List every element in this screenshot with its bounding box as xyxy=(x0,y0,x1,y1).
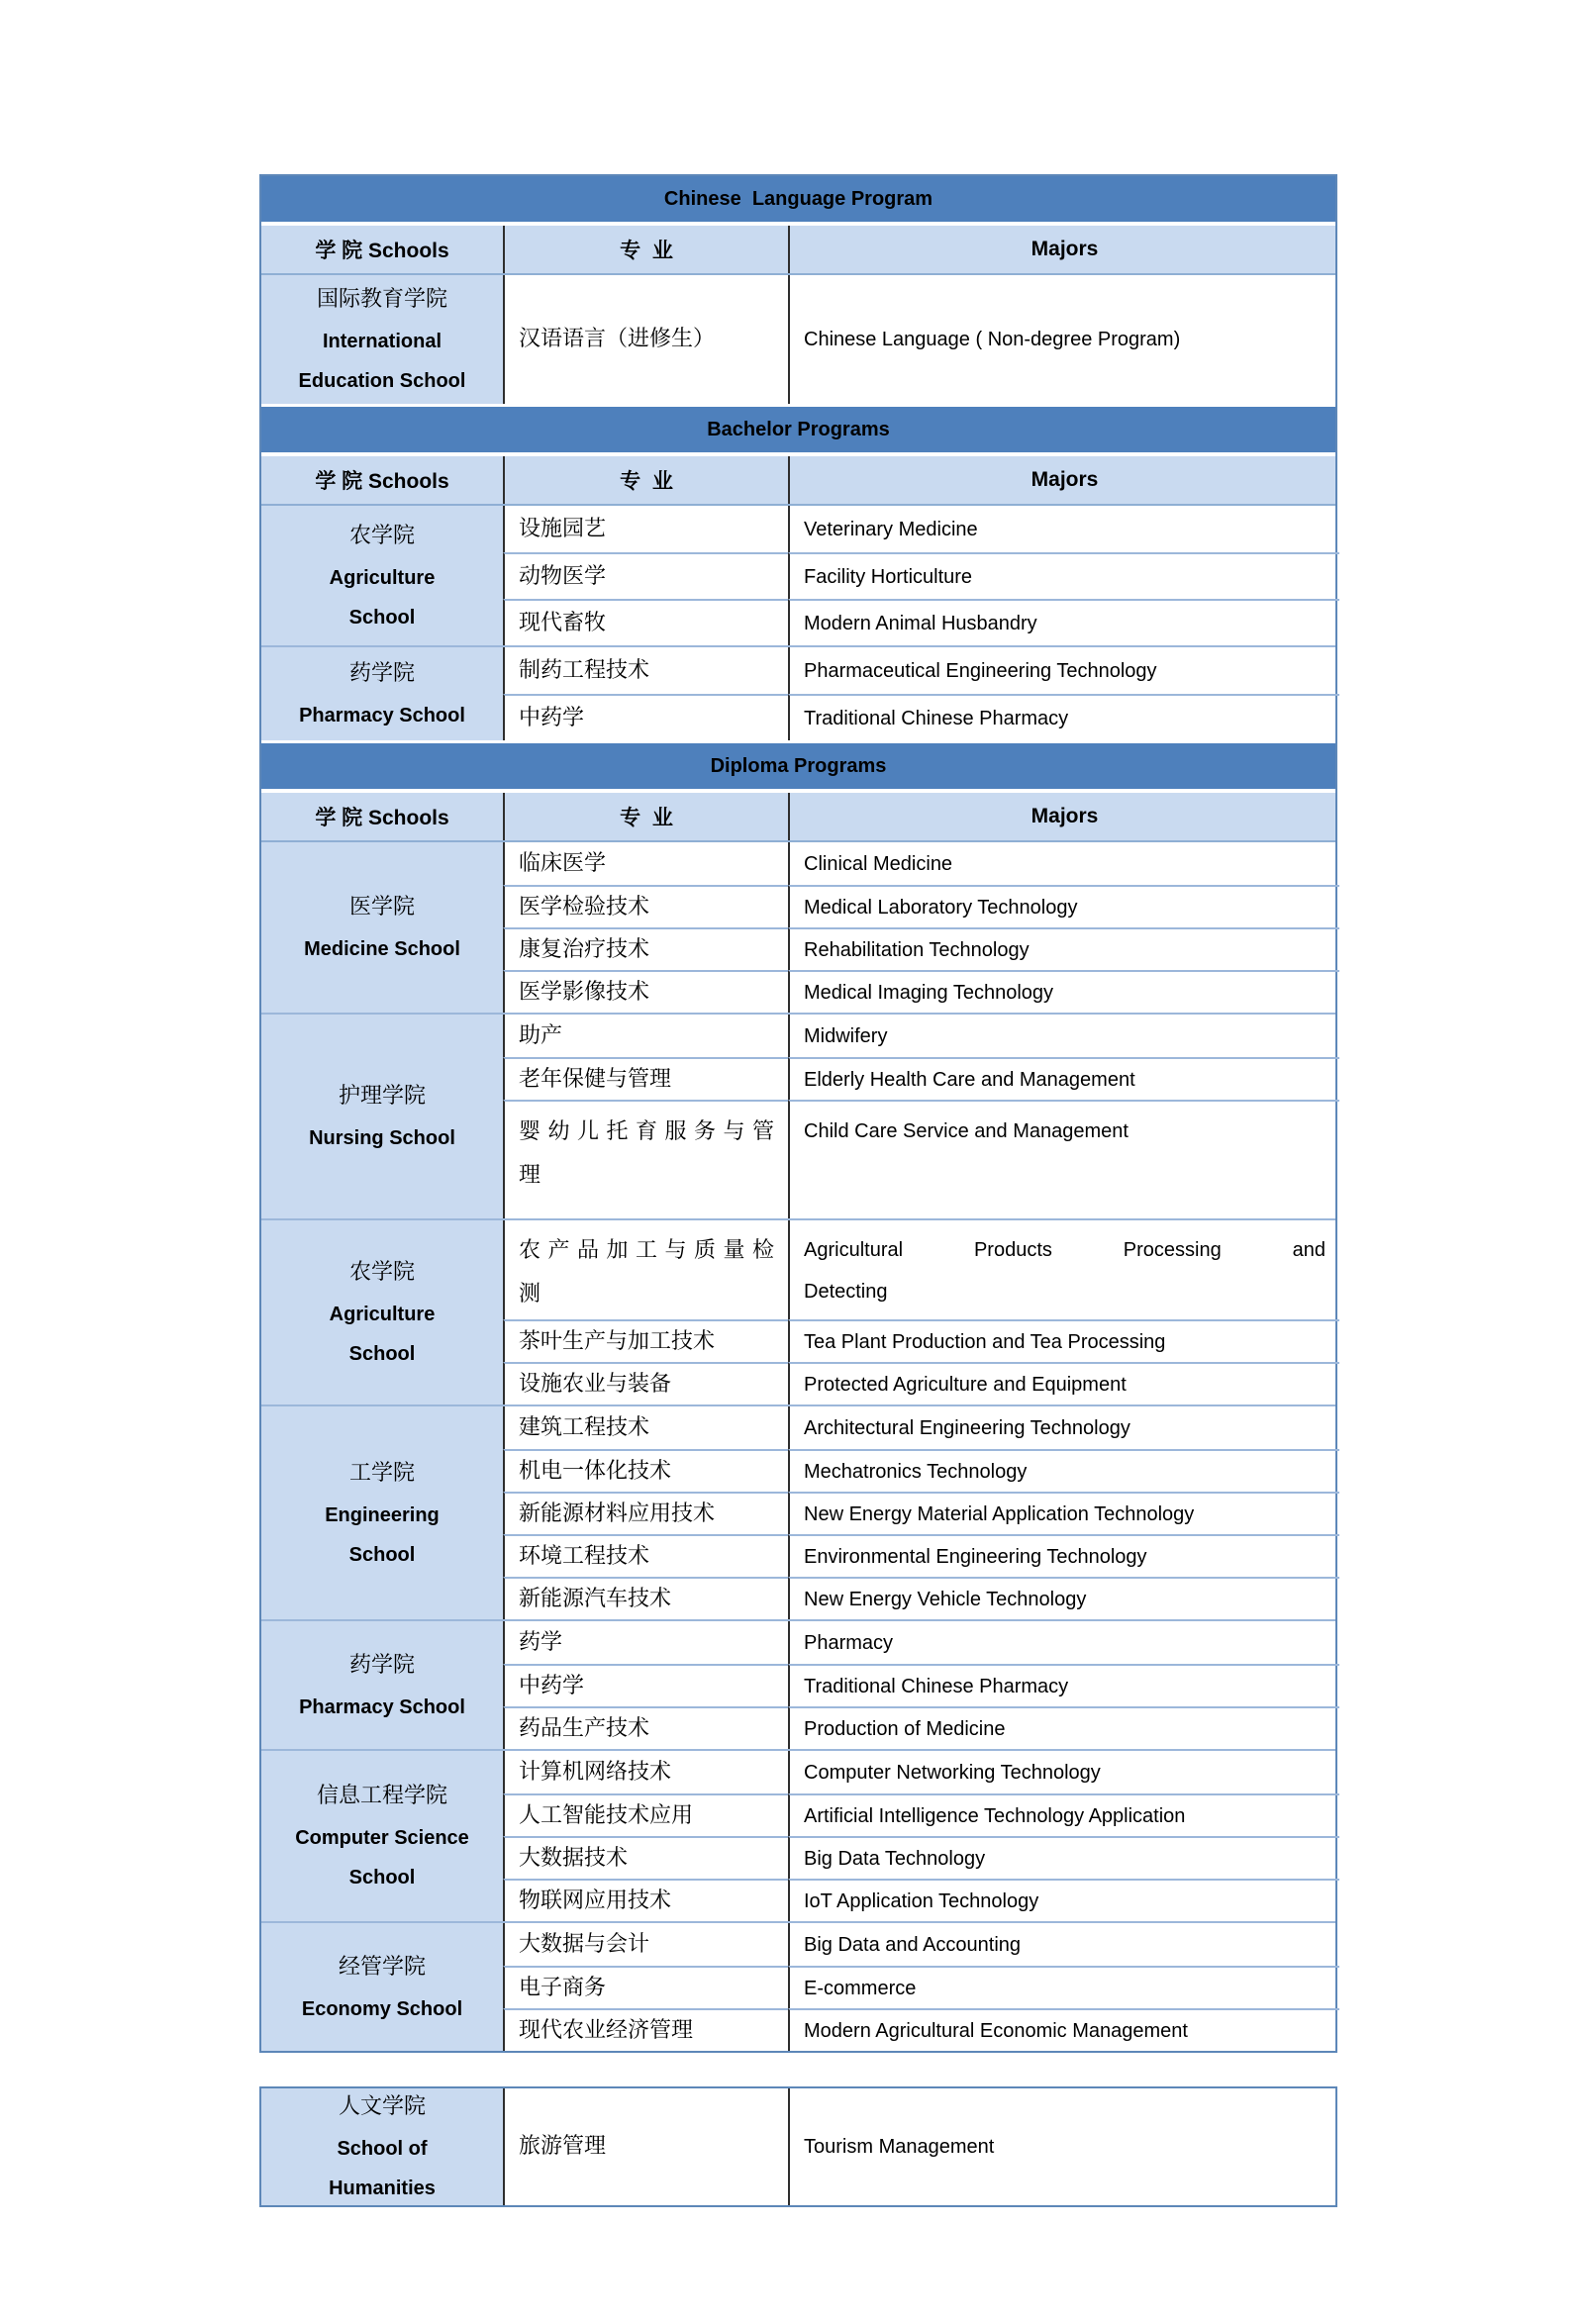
program-major-text: Chinese Language ( Non-degree Program) xyxy=(804,329,1181,350)
program-major-text: New Energy Vehicle Technology xyxy=(804,1588,1087,1610)
program-major-cell xyxy=(788,1534,1339,1577)
program-cn-cell xyxy=(503,1706,788,1749)
program-cn-text: 医学影像技术 xyxy=(519,979,650,1005)
program-major-text: Veterinary Medicine xyxy=(804,518,978,540)
header-schools-cell: 学 院 Schools xyxy=(315,807,449,829)
program-cn-cell xyxy=(503,1836,788,1879)
program-cn-text: 新能源汽车技术 xyxy=(519,1586,672,1611)
program-cn-cell xyxy=(503,1406,788,1449)
program-major-text: Medical Imaging Technology xyxy=(804,981,1054,1004)
program-major-text: Modern Animal Husbandry xyxy=(804,612,1037,634)
program-cn-line: 测 xyxy=(519,1282,541,1307)
school-name-cn: 农学院 xyxy=(348,523,415,548)
program-major-cell xyxy=(788,1492,1339,1534)
program-cn-text: 机电一体化技术 xyxy=(519,1458,672,1484)
program-major-text: Traditional Chinese Pharmacy xyxy=(804,707,1069,729)
program-cn-text: 老年保健与管理 xyxy=(519,1066,672,1092)
program-major-cell xyxy=(788,1319,1339,1362)
program-major-text: Clinical Medicine xyxy=(804,852,953,875)
program-cn-text: 计算机网络技术 xyxy=(519,1759,672,1785)
program-major-text: Architectural Engineering Technology xyxy=(804,1416,1130,1439)
program-major-cell xyxy=(788,1751,1339,1793)
school-name-en: School xyxy=(348,1867,416,1888)
header-row-chinese-language-program xyxy=(261,226,1335,275)
school-cell-engineering-school xyxy=(261,1406,503,1619)
program-major-cell xyxy=(788,1449,1339,1492)
program-major-cell xyxy=(788,1057,1339,1100)
school-name-en: Agriculture xyxy=(329,566,436,589)
tables-wrap xyxy=(259,174,1337,2207)
program-cn-cell xyxy=(503,1534,788,1577)
school-name-en: Agriculture xyxy=(329,1304,436,1325)
program-cn-line: 婴幼儿托育服务与管 xyxy=(519,1119,774,1144)
program-major-cell xyxy=(788,1406,1339,1449)
program-major-cell xyxy=(788,1621,1339,1664)
school-cell-pharmacy-school xyxy=(261,647,503,740)
program-major-cell xyxy=(788,1706,1339,1749)
program-cn-text: 中药学 xyxy=(519,1673,585,1698)
school-cell-international-education-school xyxy=(261,275,503,404)
program-cn-text: 药学 xyxy=(519,1629,563,1655)
program-cn-cell xyxy=(503,694,788,740)
header-majors-cell: Majors xyxy=(788,226,1339,273)
program-cn-text: 新能源材料应用技术 xyxy=(519,1501,716,1526)
program-cn-text: 设施园艺 xyxy=(519,516,607,541)
school-name-en: Engineering xyxy=(325,1503,440,1526)
header-major-cn-cell: 专 业 xyxy=(503,793,788,840)
header-majors-cell: Majors xyxy=(788,793,1339,840)
program-major-text: Traditional Chinese Pharmacy xyxy=(804,1675,1069,1697)
header-row-bachelor-programs xyxy=(261,456,1335,506)
school-name-en: School xyxy=(348,1543,416,1566)
program-major-text: Pharmaceutical Engineering Technology xyxy=(804,659,1157,682)
school-group-agriculture-school xyxy=(261,506,1335,645)
program-cn-cell xyxy=(503,1319,788,1362)
program-major-cell xyxy=(788,1966,1339,2008)
program-cn-cell xyxy=(503,1879,788,1921)
program-major-text: E-commerce xyxy=(804,1977,917,1999)
school-name-cn: 国际教育学院 xyxy=(316,287,447,312)
program-major-cell xyxy=(788,506,1339,552)
program-major-text: Tea Plant Production and Tea Processing xyxy=(804,1330,1166,1353)
program-cn-cell xyxy=(503,2088,788,2205)
program-major-text: Rehabilitation Technology xyxy=(804,938,1030,961)
program-major-cell xyxy=(788,1362,1339,1404)
header-schools-cell: 学 院 Schools xyxy=(315,240,449,262)
school-name-cn: 人文学院 xyxy=(338,2094,426,2119)
program-cn-text: 旅游管理 xyxy=(519,2134,607,2159)
program-major-cell xyxy=(788,1577,1339,1619)
program-cn-text: 人工智能技术应用 xyxy=(519,1802,694,1828)
program-cn-text: 康复治疗技术 xyxy=(519,936,650,962)
school-group-computer-science-school xyxy=(261,1749,1335,1921)
program-major-cell xyxy=(788,1836,1339,1879)
school-name-en: Economy School xyxy=(301,1997,463,2020)
program-cn-text: 助产 xyxy=(519,1022,563,1048)
program-cn-cell xyxy=(503,1015,788,1057)
header-major-cn-cell: 专 业 xyxy=(503,226,788,273)
school-group-pharmacy-school xyxy=(261,1619,1335,1749)
program-major-text: Production of Medicine xyxy=(804,1717,1006,1740)
program-cn-cell xyxy=(503,1923,788,1966)
program-cn-text: 茶叶生产与加工技术 xyxy=(519,1328,716,1354)
program-cn-cell xyxy=(503,1751,788,1793)
program-major-text: Artificial Intelligence Technology Application xyxy=(804,1804,1186,1827)
program-major-cell xyxy=(788,1923,1339,1966)
header-row-diploma-programs xyxy=(261,793,1335,842)
program-major-cell xyxy=(788,1793,1339,1836)
school-cell-school-of-humanities xyxy=(261,2088,503,2205)
school-name-en: Pharmacy School xyxy=(299,705,465,726)
program-cn-text: 临床医学 xyxy=(519,850,607,876)
program-major-text: Facility Horticulture xyxy=(804,565,973,588)
program-cn-text: 电子商务 xyxy=(519,1975,607,2000)
school-cell-nursing-school xyxy=(261,1015,503,1218)
program-cn-line: 理 xyxy=(519,1163,541,1188)
section-banner-bachelor-programs: Bachelor Programs xyxy=(261,404,1335,456)
program-cn-line: 农产品加工与质量检 xyxy=(519,1238,774,1263)
school-name-cn: 药学院 xyxy=(348,1652,415,1678)
program-major-cell xyxy=(788,647,1339,694)
school-cell-economy-school xyxy=(261,1923,503,2051)
program-cn-text: 现代农业经济管理 xyxy=(519,2017,694,2043)
program-major-text: Pharmacy xyxy=(804,1631,894,1654)
school-name-en: Nursing School xyxy=(309,1127,455,1149)
school-name-en: School xyxy=(348,1343,416,1365)
header-major-cn-cell: 专 业 xyxy=(503,456,788,504)
program-cn-text: 制药工程技术 xyxy=(519,657,650,683)
program-major-cell xyxy=(788,885,1339,927)
program-cn-cell xyxy=(503,1220,788,1319)
program-cn-text: 大数据与会计 xyxy=(519,1931,650,1957)
program-cn-cell xyxy=(503,927,788,970)
program-cn-text: 动物医学 xyxy=(519,563,607,589)
program-major-cell xyxy=(788,599,1339,645)
school-cell-agriculture-school xyxy=(261,1220,503,1404)
program-major-text: Mechatronics Technology xyxy=(804,1460,1028,1483)
program-major-text: Tourism Management xyxy=(804,2136,995,2158)
program-cn-cell xyxy=(503,885,788,927)
program-major-cell xyxy=(788,552,1339,599)
school-name-cn: 经管学院 xyxy=(338,1954,426,1980)
school-name-en: School xyxy=(348,606,416,629)
program-major-text: New Energy Material Application Technology xyxy=(804,1502,1195,1525)
program-cn-text: 现代畜牧 xyxy=(519,610,607,635)
header-schools-cell: 学 院 Schools xyxy=(315,470,449,493)
program-cn-cell xyxy=(503,647,788,694)
school-cell-pharmacy-school xyxy=(261,1621,503,1749)
program-cn-text: 中药学 xyxy=(519,705,585,730)
program-major-text: Child Care Service and Management xyxy=(804,1120,1129,1142)
program-major-cell xyxy=(788,970,1339,1013)
school-cell-medicine-school xyxy=(261,842,503,1013)
program-cn-cell xyxy=(503,1057,788,1100)
school-name-cn: 护理学院 xyxy=(338,1084,426,1109)
program-major-cell xyxy=(788,2088,1339,2205)
program-cn-cell xyxy=(503,599,788,645)
program-cn-cell xyxy=(503,1100,788,1218)
program-cn-cell xyxy=(503,275,788,404)
program-major-text: IoT Application Technology xyxy=(804,1889,1039,1912)
program-major-cell xyxy=(788,1100,1339,1218)
standalone-table-humanities xyxy=(259,2086,1337,2207)
program-cn-cell xyxy=(503,842,788,885)
school-name-en: Education School xyxy=(298,370,466,392)
school-name-en: School of xyxy=(337,2138,428,2160)
school-name-en: Humanities xyxy=(329,2178,436,2199)
school-cell-computer-science-school xyxy=(261,1751,503,1921)
program-cn-cell xyxy=(503,1577,788,1619)
program-cn-text: 物联网应用技术 xyxy=(519,1888,672,1913)
school-group-international-education-school xyxy=(261,275,1335,404)
program-cn-cell xyxy=(503,970,788,1013)
program-major-text: Big Data Technology xyxy=(804,1847,986,1870)
program-cn-cell xyxy=(503,552,788,599)
program-major-text: Modern Agricultural Economic Management xyxy=(804,2019,1188,2042)
header-majors-cell: Majors xyxy=(788,456,1339,504)
program-cn-cell xyxy=(503,1966,788,2008)
program-major-text: Computer Networking Technology xyxy=(804,1761,1101,1784)
school-name-en: Pharmacy School xyxy=(299,1695,465,1718)
school-name-cn: 药学院 xyxy=(348,661,415,686)
school-cell-agriculture-school xyxy=(261,506,503,645)
program-major-text: Environmental Engineering Technology xyxy=(804,1545,1147,1568)
program-cn-text: 环境工程技术 xyxy=(519,1543,650,1569)
school-group-pharmacy-school xyxy=(261,645,1335,740)
program-cn-text: 药品生产技术 xyxy=(519,1715,650,1741)
school-group-engineering-school xyxy=(261,1404,1335,1619)
school-name-cn: 工学院 xyxy=(348,1460,415,1486)
program-major-cell xyxy=(788,2008,1339,2051)
program-cn-cell xyxy=(503,506,788,552)
section-banner-diploma-programs: Diploma Programs xyxy=(261,740,1335,793)
school-name-en: Computer Science xyxy=(295,1827,469,1849)
program-major-cell xyxy=(788,275,1339,404)
program-major-cell xyxy=(788,927,1339,970)
school-name-cn: 农学院 xyxy=(348,1260,415,1285)
school-name-en: International xyxy=(322,331,442,352)
section-banner-chinese-language-program: Chinese Language Program xyxy=(261,176,1335,226)
program-major-text: Midwifery xyxy=(804,1024,888,1047)
school-group-nursing-school xyxy=(261,1013,1335,1218)
program-cn-cell xyxy=(503,1492,788,1534)
program-major-cell xyxy=(788,1879,1339,1921)
program-major-line: Detecting xyxy=(804,1281,888,1303)
school-group-medicine-school xyxy=(261,842,1335,1013)
program-cn-text: 设施农业与装备 xyxy=(519,1371,672,1397)
program-major-line: Agricultural Products Processing and xyxy=(804,1239,1326,1261)
program-cn-cell xyxy=(503,2008,788,2051)
program-cn-cell xyxy=(503,1664,788,1706)
program-cn-text: 大数据技术 xyxy=(519,1845,629,1871)
school-group-school-of-humanities xyxy=(261,2088,1335,2205)
program-major-text: Big Data and Accounting xyxy=(804,1933,1022,1956)
program-major-text: Elderly Health Care and Management xyxy=(804,1068,1135,1091)
program-cn-cell xyxy=(503,1621,788,1664)
program-major-text: Medical Laboratory Technology xyxy=(804,896,1078,919)
program-cn-text: 建筑工程技术 xyxy=(519,1414,650,1440)
program-cn-cell xyxy=(503,1793,788,1836)
program-cn-text: 汉语语言（进修生） xyxy=(519,327,716,351)
school-name-cn: 医学院 xyxy=(348,895,415,920)
program-major-cell xyxy=(788,1664,1339,1706)
program-major-cell xyxy=(788,694,1339,740)
program-cn-cell xyxy=(503,1449,788,1492)
school-group-economy-school xyxy=(261,1921,1335,2051)
program-cn-cell xyxy=(503,1362,788,1404)
school-name-en: Medicine School xyxy=(304,938,460,960)
program-major-text: Protected Agriculture and Equipment xyxy=(804,1373,1127,1396)
program-major-cell xyxy=(788,1220,1339,1319)
school-group-agriculture-school xyxy=(261,1218,1335,1404)
program-major-cell xyxy=(788,842,1339,885)
program-major-cell xyxy=(788,1015,1339,1057)
school-name-cn: 信息工程学院 xyxy=(316,1784,447,1808)
program-cn-text: 医学检验技术 xyxy=(519,894,650,920)
programs-table xyxy=(259,174,1337,2053)
